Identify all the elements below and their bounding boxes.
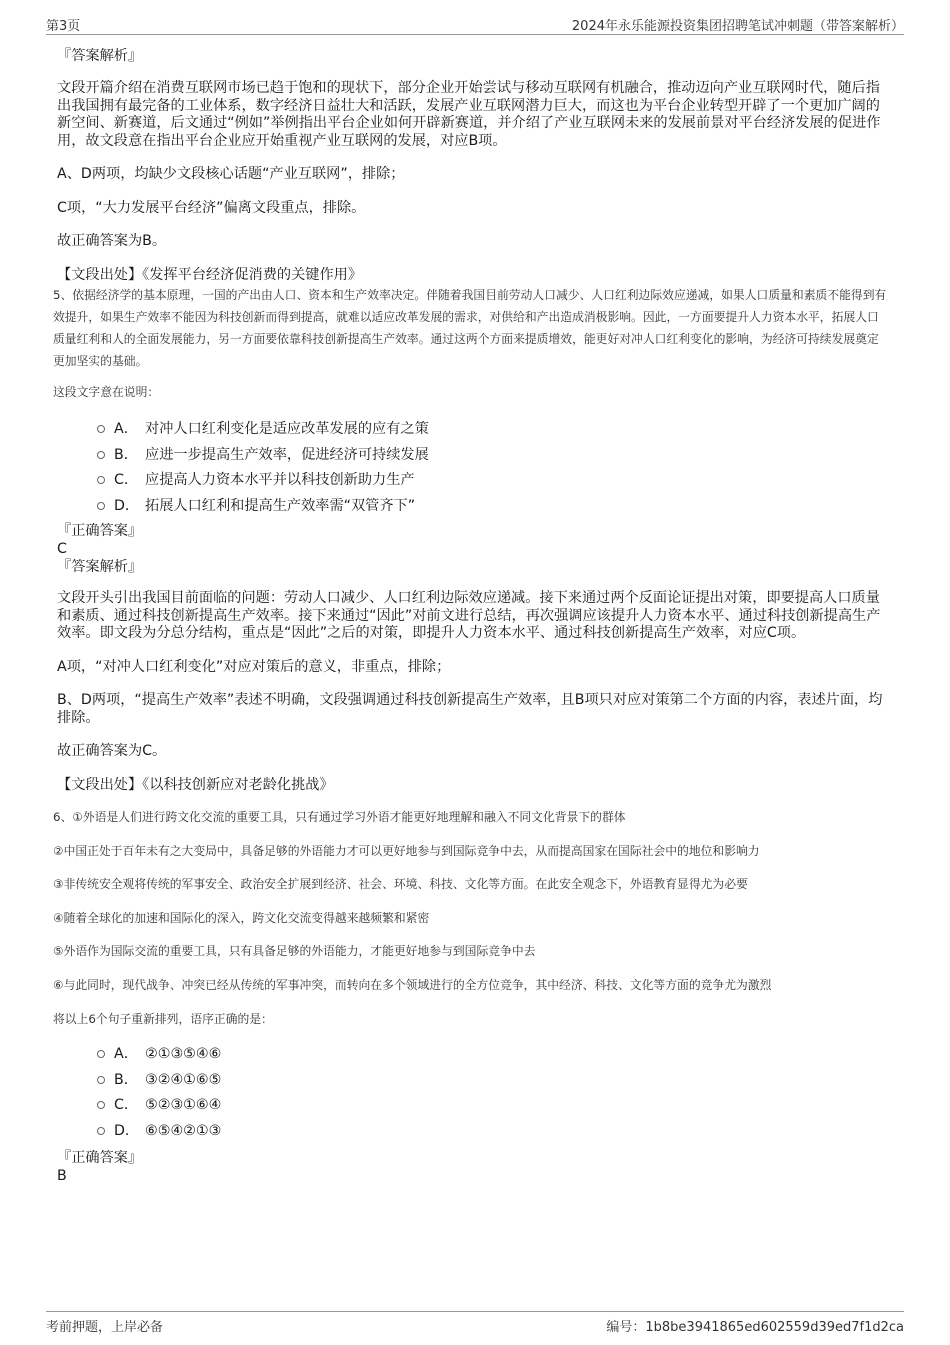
page-number: 第3页: [46, 19, 81, 34]
radio-icon[interactable]: [97, 1127, 105, 1135]
q5-option-b[interactable]: B． 应进一步提高生产效率，促进经济可持续发展: [57, 443, 887, 469]
q5-question: 这段文字意在说明：: [53, 385, 160, 399]
q5-options: [57, 417, 887, 519]
q4-analysis-title: 『答案解析』: [57, 48, 143, 64]
q6-sentence-5: ⑤外语作为国际交流的重要工具，只有具备足够的外语能力，才能更好地参与到国际竞争中去: [53, 944, 536, 958]
footer-slogan: 考前押题，上岸必备: [46, 1320, 164, 1335]
q5-stem: 5、依据经济学的基本原理，一国的产出由人口、资本和生产效率决定。伴随着我国目前劳动人口减少、人口红利边际效应递减，如果人口质量和素质不能得到有效提升，如果生产效率不能因为科技创新而得到提高，就难以适应改革发展的需求，对供给和产出造成消极影响。因此，一方面要提升人力资本水平，拓展人口质量红利和人的全面发展能力，另一方面要依靠科技创新提高生产效率。通过这两个方面来提质增效，能更好对冲人口红利变化的影响，为经济可持续发展奠定更加坚实的基础。: [53, 288, 887, 368]
q4-analysis-c: C项，“大力发展平台经济”偏离文段重点，排除。: [57, 199, 366, 216]
q6-question: 将以上6个句子重新排列，语序正确的是：: [53, 1012, 273, 1026]
q6-sentence-4: ④随着全球化的加速和国际化的深入，跨文化交流变得越来越频繁和紧密: [53, 911, 430, 925]
q5-analysis-bd: B、D两项，“提高生产效率”表述不明确，文段强调通过科技创新提高生产效率，且B项只对应对策第二个方面的内容，表述片面，均排除。: [57, 692, 883, 726]
q6-options: [57, 1042, 887, 1144]
q5-final-answer: 故正确答案为C。: [57, 743, 167, 759]
q6-option-d[interactable]: D． ⑥⑤④②①③: [57, 1119, 887, 1145]
page-header: [46, 14, 904, 35]
q6-option-b[interactable]: B． ③②④①⑥⑤: [57, 1068, 887, 1094]
radio-icon[interactable]: [97, 1050, 105, 1058]
q6-option-a[interactable]: A． ②①③⑤④⑥: [57, 1042, 887, 1068]
q4-final-answer: 故正确答案为B。: [57, 233, 167, 249]
q5-analysis: 文段开头引出我国目前面临的问题：劳动人口减少、人口红利边际效应递减。接下来通过两个反面论证提出对策，即要提高人口质量和素质、通过科技创新提高生产效率。接下来通过“因此”对前文进行总结，再次强调应该提升人力资本水平、通过科技创新提高生产效率。即文段为分总分结构，重点是“因此”之后的对策，即提升人力资本水平、通过科技创新提高生产效率，对应C项。: [57, 590, 881, 641]
q5-source: 【文段出处】《以科技创新应对老龄化挑战》: [57, 776, 334, 793]
q6-sentences: [53, 806, 887, 1030]
q5-analysis-title: 『答案解析』: [57, 559, 143, 575]
document-body: [53, 48, 887, 1185]
radio-icon[interactable]: [97, 502, 105, 510]
q6-sentence-3: ③非传统安全观将传统的军事安全、政治安全扩展到经济、社会、环境、科技、文化等方面。在此安全观念下，外语教育显得尤为必要: [53, 877, 748, 891]
q6-correct-answer: B: [57, 1168, 67, 1184]
q6-sentence-2: ②中国正处于百年未有之大变局中，具备足够的外语能力才可以更好地参与到国际竞争中去，从而提高国家在国际社会中的地位和影响力: [53, 844, 760, 858]
q6-sentence-1: 6、①外语是人们进行跨文化交流的重要工具，只有通过学习外语才能更好地理解和融入不同文化背景下的群体: [53, 810, 626, 824]
document-code-value: 1b8be3941865ed602559d39ed7f1d2ca: [645, 1320, 904, 1335]
document-title: 2024年永乐能源投资集团招聘笔试冲刺题（带答案解析）: [571, 19, 904, 34]
q6-option-c[interactable]: C． ⑤②③①⑥④: [57, 1093, 887, 1119]
document-code: [606, 1316, 904, 1335]
q5-option-c[interactable]: C． 应提高人力资本水平并以科技创新助力生产: [57, 468, 887, 494]
radio-icon[interactable]: [97, 451, 105, 459]
q5-correct-answer: C: [57, 541, 67, 557]
q4-analysis: 文段开篇介绍在消费互联网市场已趋于饱和的现状下，部分企业开始尝试与移动互联网有机融合，推动迈向产业互联网时代，随后指出我国拥有最完备的工业体系，数字经济日益壮大和活跃，发展产业互联网潜力巨大，而这也为平台企业转型开辟了一个更加广阔的新空间、新赛道，后文通过“例如”举例指出平台企业如何开辟新赛道，并介绍了产业互联网未来的发展前景对平台经济发展的促进作用，故文段意在指出平台企业应开始重视产业互联网的发展，对应B项。: [57, 80, 881, 149]
q5-option-a[interactable]: A． 对冲人口红利变化是适应改革发展的应有之策: [57, 417, 887, 443]
q4-analysis-ad: A、D两项，均缺少文段核心话题“产业互联网”，排除；: [57, 166, 405, 182]
q5-option-d[interactable]: D． 拓展人口红利和提高生产效率需“双管齐下”: [57, 494, 887, 520]
radio-icon[interactable]: [97, 1076, 105, 1084]
page-footer: [46, 1311, 904, 1338]
radio-icon[interactable]: [97, 425, 105, 433]
q4-source: 【文段出处】《发挥平台经济促消费的关键作用》: [57, 266, 363, 283]
document-code-label: 编号：: [606, 1320, 646, 1335]
q5-correct-title: 『正确答案』: [57, 523, 143, 539]
q6-correct-title: 『正确答案』: [57, 1150, 143, 1166]
q5-analysis-a: A项，“对冲人口红利变化”对应对策后的意义，非重点，排除；: [57, 658, 451, 675]
radio-icon[interactable]: [97, 1101, 105, 1109]
radio-icon[interactable]: [97, 476, 105, 484]
q6-sentence-6: ⑥与此同时，现代战争、冲突已经从传统的军事冲突，而转向在多个领域进行的全方位竞争，其中经济、科技、文化等方面的竞争尤为激烈: [53, 978, 772, 992]
